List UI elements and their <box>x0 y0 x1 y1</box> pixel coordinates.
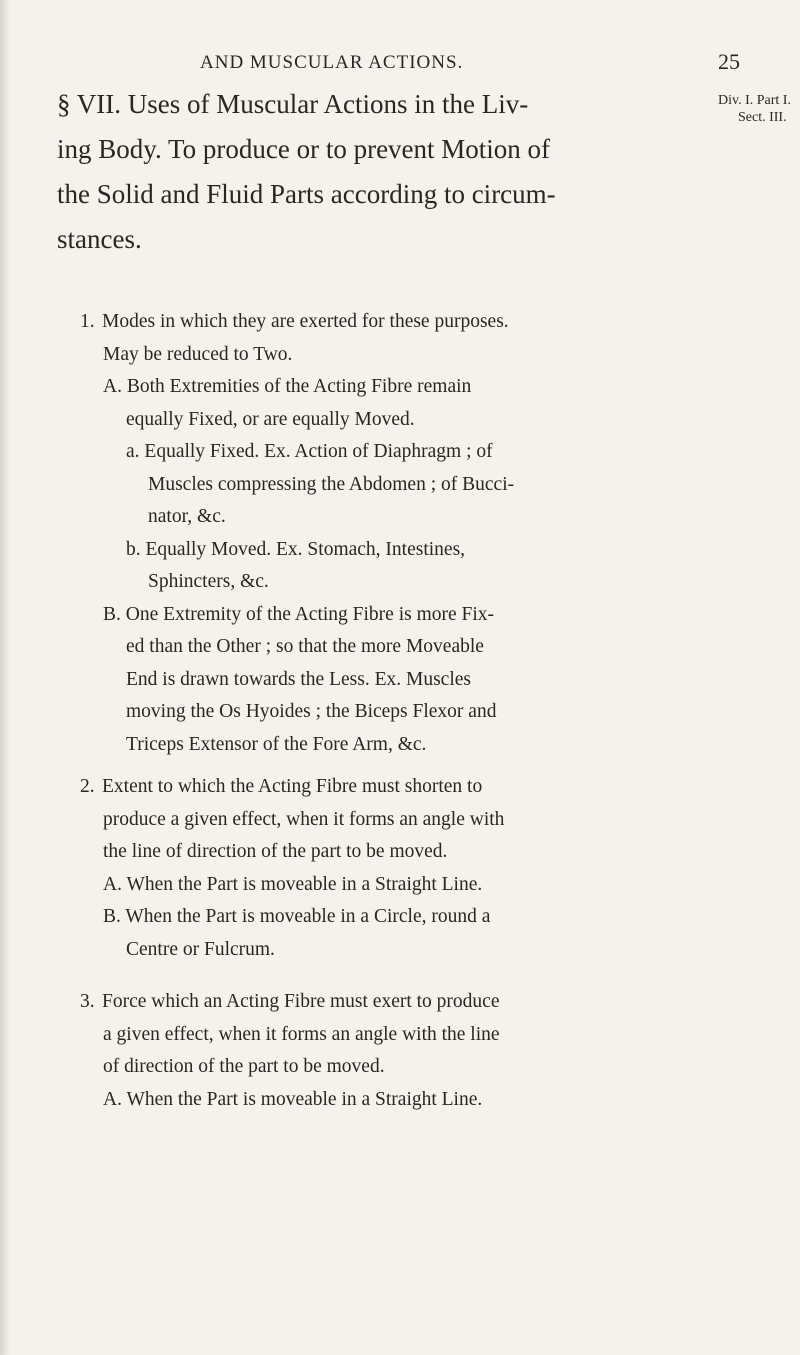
text-line: moving the Os Hyoides ; the Biceps Flexor and <box>126 701 497 722</box>
text-line: Centre or Fulcrum. <box>126 938 275 960</box>
heading-line: ing Body. To produce or to prevent Motion of <box>57 134 551 164</box>
text-line: Muscles compressing the Abdomen ; of Bucci- <box>148 473 515 495</box>
text-line: Sphincters, &c. <box>148 571 269 592</box>
text-line: B. One Extremity of the Acting Fibre is more Fix- <box>103 603 495 625</box>
item-3 <box>80 986 660 1116</box>
text-line: of direction of the part to be moved. <box>103 1056 385 1077</box>
heading-line: the Solid and Fluid Parts according to circum- <box>57 179 556 209</box>
text-line: A. When the Part is moveable in a Straight Line. <box>103 1088 483 1110</box>
item-2 <box>80 771 660 966</box>
text-line: b. Equally Moved. Ex. Stomach, Intestines, <box>126 538 466 560</box>
heading-line: stances. <box>57 224 142 254</box>
section-heading <box>57 82 707 262</box>
item-number: 3. <box>80 991 95 1012</box>
text-line: A. Both Extremities of the Acting Fibre remain <box>103 376 472 397</box>
text-line: the line of direction of the part to be moved. <box>103 841 448 862</box>
margin-note-division: Div. I. Part I. <box>718 93 791 108</box>
text-line: End is drawn towards the Less. Ex. Muscles <box>126 668 471 690</box>
item-1 <box>80 306 660 761</box>
text-line: a given effect, when it forms an angle with the line <box>103 1023 500 1045</box>
running-head: AND MUSCULAR ACTIONS. <box>200 52 464 73</box>
text-line: produce a given effect, when it forms an angle with <box>103 808 505 830</box>
heading-line: § VII. Uses of Muscular Actions in the Liv- <box>57 89 529 119</box>
page-edge <box>0 0 10 1355</box>
text-line: Modes in which they are exerted for these purposes. <box>102 311 509 332</box>
text-line: B. When the Part is moveable in a Circle, round a <box>103 906 491 927</box>
text-line: May be reduced to Two. <box>103 343 293 365</box>
text-line: Force which an Acting Fibre must exert to produce <box>102 991 500 1012</box>
margin-note <box>718 92 800 126</box>
text-line: Extent to which the Acting Fibre must shorten to <box>102 776 483 797</box>
item-number: 2. <box>80 776 95 797</box>
text-line: ed than the Other ; so that the more Moveable <box>126 636 484 657</box>
margin-note-section: Sect. III. <box>738 110 787 125</box>
text-line: Triceps Extensor of the Fore Arm, &c. <box>126 733 427 755</box>
text-line: nator, &c. <box>148 506 226 527</box>
page-number: 25 <box>718 49 740 74</box>
text-line: A. When the Part is moveable in a Straight Line. <box>103 873 483 895</box>
text-line: equally Fixed, or are equally Moved. <box>126 408 415 430</box>
text-line: a. Equally Fixed. Ex. Action of Diaphragm ; of <box>126 441 493 462</box>
item-number: 1. <box>80 311 95 332</box>
